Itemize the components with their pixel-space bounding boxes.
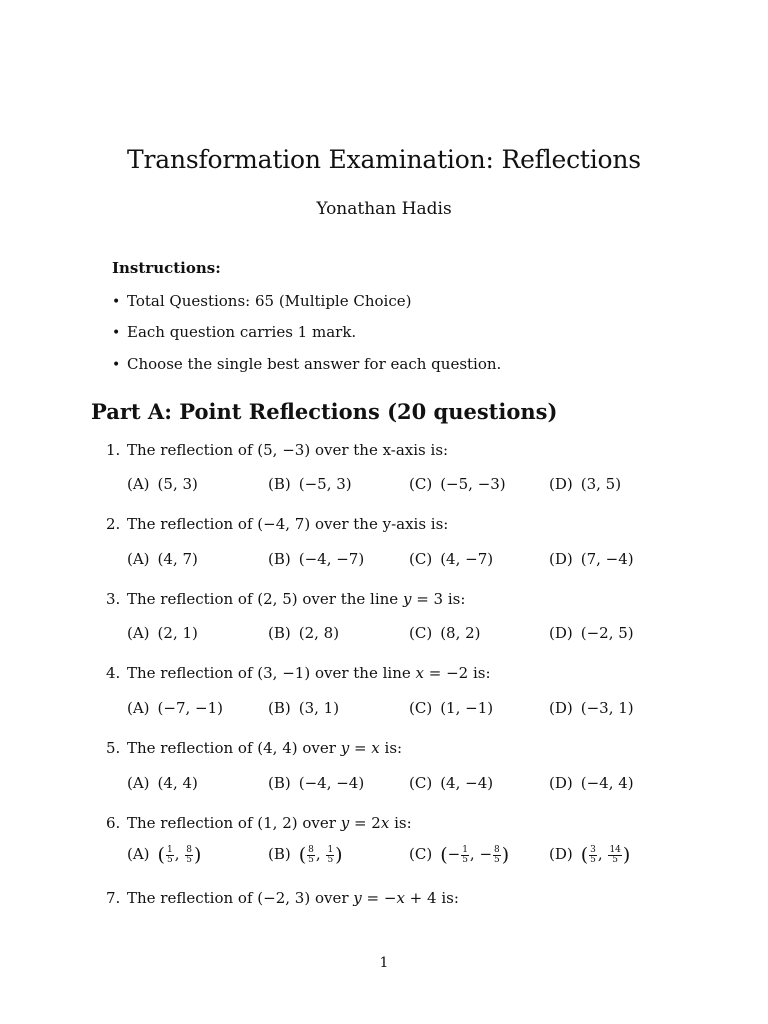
option-d[interactable]: (D) (3, 5) [549, 475, 622, 493]
option-c[interactable]: (C) (4, −7) [409, 550, 494, 568]
bullet-icon: • [112, 357, 121, 373]
question-1 [106, 441, 448, 459]
question-number: 6. [106, 814, 121, 832]
option-b[interactable]: (B) (3, 1) [268, 699, 340, 717]
fraction: $\frac{14}{5}$ [609, 844, 621, 865]
option-b[interactable]: (B) ( $\frac{8}{5}$ , $\frac{1}{5}$ ) [268, 844, 343, 866]
option-c[interactable]: (C) (8, 2) [409, 624, 481, 642]
question-3: 3. The reflection of (2, 5) over the line y = 3 is: [106, 590, 466, 608]
fraction: $\frac{1}{5}$ [462, 844, 468, 865]
option-d[interactable]: (D) (−2, 5) [549, 624, 634, 642]
option-d[interactable]: (D) (−3, 1) [549, 699, 634, 717]
option-a[interactable]: (A) ( $\frac{1}{5}$ , $\frac{8}{5}$ ) [127, 844, 202, 866]
instruction-item: • Each question carries 1 mark. [112, 323, 357, 341]
fraction: $\frac{8}{5}$ [308, 844, 314, 865]
option-c[interactable]: (C) (4, −4) [409, 774, 494, 792]
option-c[interactable]: (C) (−5, −3) [409, 475, 506, 493]
document-title: Transformation Examination: Reflections [127, 145, 641, 174]
instruction-item: • Total Questions: 65 (Multiple Choice) [112, 292, 412, 310]
question-2 [106, 515, 448, 533]
question-4: 4. The reflection of (3, −1) over the line x = −2 is: [106, 664, 491, 682]
question-number: 1. [106, 441, 121, 459]
option-c[interactable]: (C) (− $\frac{1}{5}$ , − $\frac{8}{5}$ ) [409, 844, 510, 866]
option-c[interactable]: (C) (1, −1) [409, 699, 494, 717]
instruction-item: • Choose the single best answer for each question. [112, 355, 502, 373]
option-a[interactable]: (A) (4, 7) [127, 550, 198, 568]
question-number: 5. [106, 739, 121, 757]
fraction: $\frac{3}{5}$ [590, 844, 596, 865]
question-number: 3. [106, 590, 121, 608]
instructions-heading: Instructions: [112, 259, 221, 277]
option-b[interactable]: (B) (−4, −4) [268, 774, 365, 792]
option-b[interactable]: (B) (−5, 3) [268, 475, 352, 493]
question-number: 7. [106, 889, 121, 907]
bullet-icon: • [112, 294, 121, 310]
option-d[interactable]: (D) ( $\frac{3}{5}$ , $\frac{14}{5}$ ) [549, 844, 631, 866]
fraction: $\frac{1}{5}$ [166, 844, 173, 865]
fraction: $\frac{8}{5}$ [494, 844, 500, 865]
option-a[interactable]: (A) (2, 1) [127, 624, 198, 642]
option-a[interactable]: (A) (5, 3) [127, 475, 198, 493]
question-7: 7. The reflection of (−2, 3) over y = −x + 4 is: [106, 889, 459, 907]
option-b[interactable]: (B) (2, 8) [268, 624, 340, 642]
question-text: The reflection of (5, −3) over the x-axis is: [127, 441, 449, 459]
question-6: 6. The reflection of (1, 2) over y = 2x is: [106, 814, 412, 832]
question-text: The reflection of (−4, 7) over the y-axis is: [127, 515, 449, 533]
question-number: 4. [106, 664, 121, 682]
page-number: 1 [379, 955, 389, 971]
fraction: $\frac{8}{5}$ [186, 844, 192, 865]
option-d[interactable]: (D) (−4, 4) [549, 774, 634, 792]
option-a[interactable]: (A) (−7, −1) [127, 699, 224, 717]
option-b[interactable]: (B) (−4, −7) [268, 550, 365, 568]
author-name: Yonathan Hadis [316, 199, 452, 219]
bullet-icon: • [112, 325, 121, 341]
question-5: 5. The reflection of (4, 4) over y = x is: [106, 739, 403, 757]
fraction: $\frac{1}{5}$ [327, 844, 334, 865]
option-a[interactable]: (A) (4, 4) [127, 774, 198, 792]
question-number: 2. [106, 515, 121, 533]
option-d[interactable]: (D) (7, −4) [549, 550, 634, 568]
part-a-heading: Part A: Point Reflections (20 questions) [91, 399, 558, 424]
